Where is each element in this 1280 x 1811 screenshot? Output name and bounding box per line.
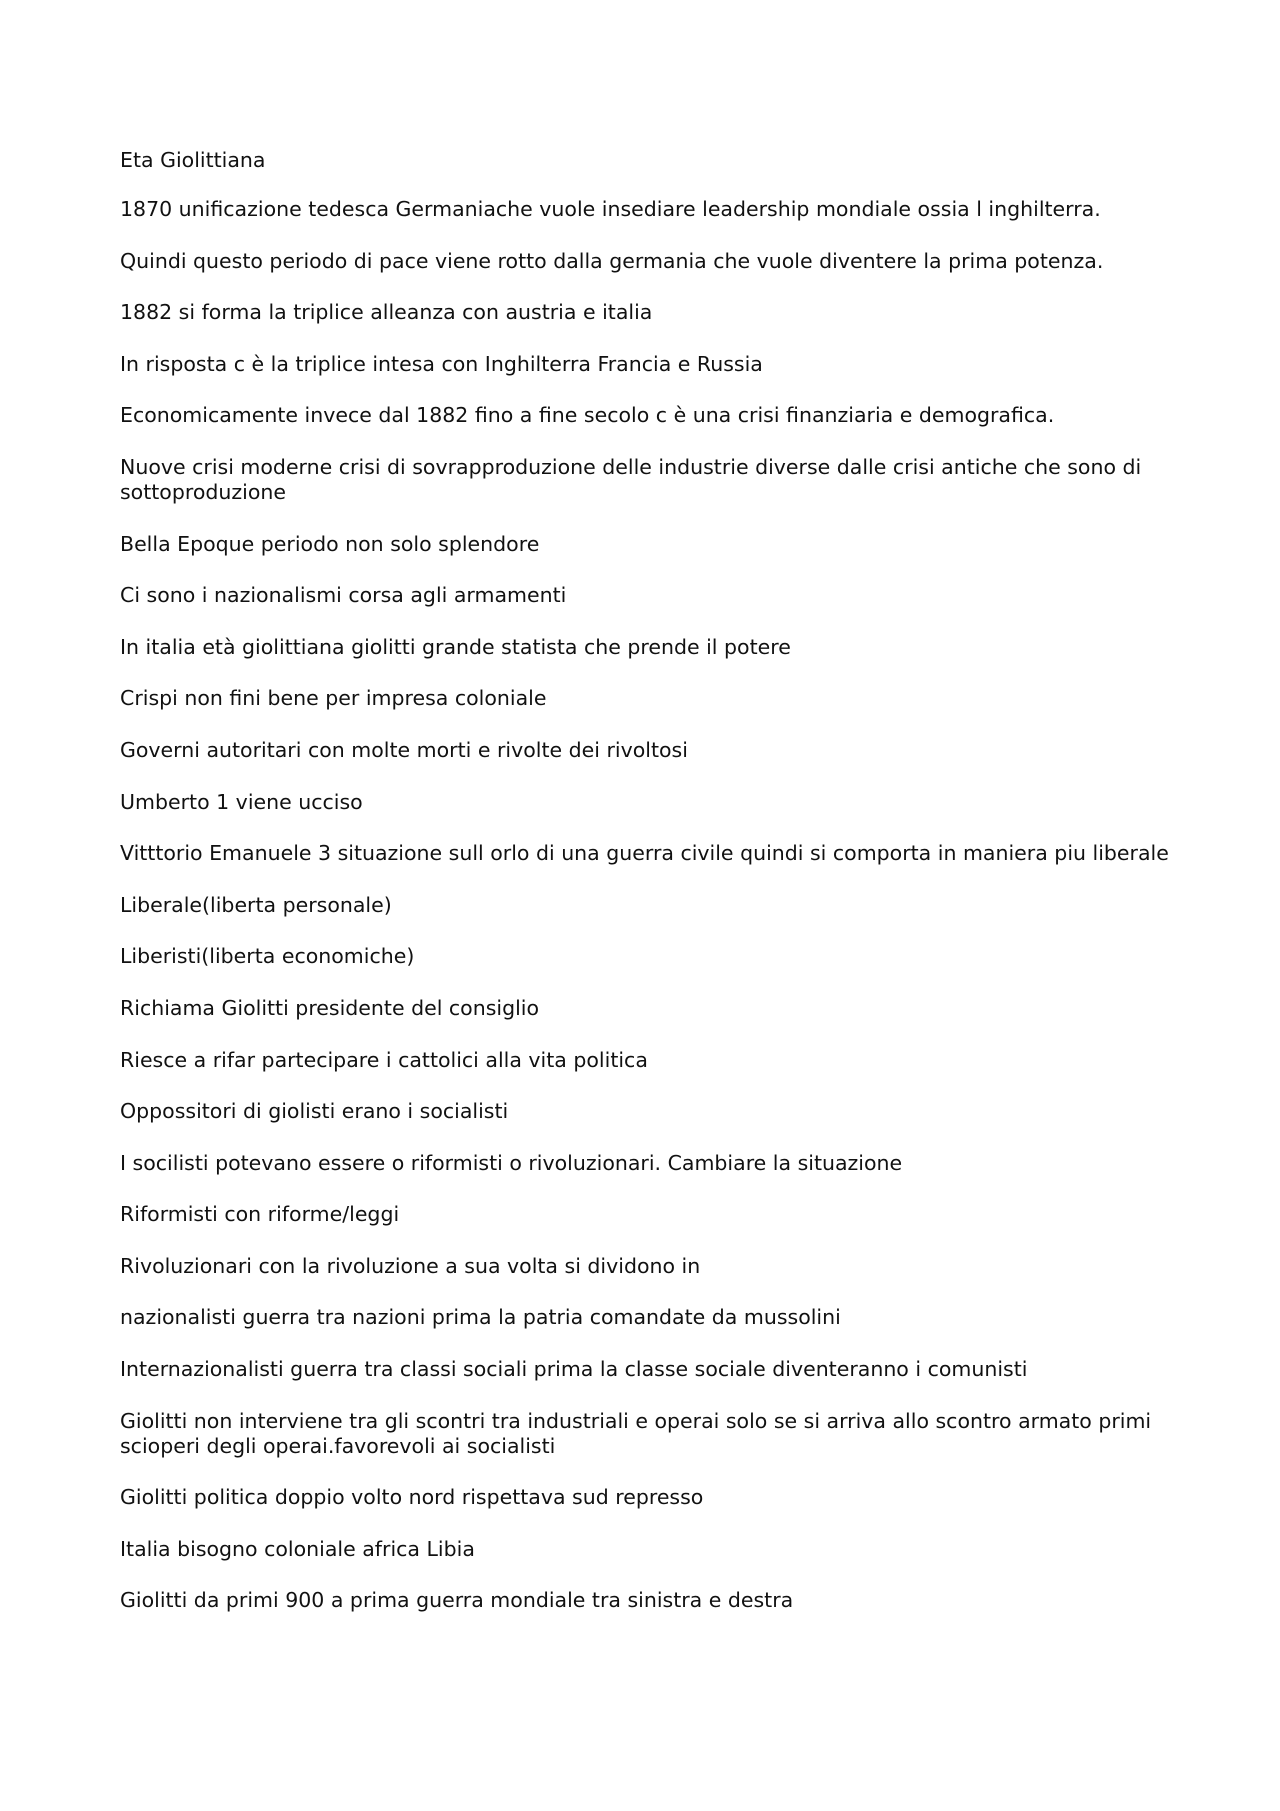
paragraph-7: Bella Epoque periodo non solo splendore	[120, 531, 540, 556]
paragraph-6: Nuove crisi moderne crisi di sovrapproduzione delle industrie diverse dalle crisi antiche che sono di sottoproduzione	[120, 454, 1142, 504]
paragraph-17: Riesce a rifar partecipare i cattolici alla vita politica	[120, 1047, 648, 1072]
paragraph-5: Economicamente invece dal 1882 fino a fine secolo c è una crisi finanziaria e demografica.	[120, 403, 1055, 428]
paragraph-27: Giolitti da primi 900 a prima guerra mondiale tra sinistra e destra	[120, 1588, 794, 1613]
paragraph-15: Liberisti(liberta economiche)	[120, 944, 415, 969]
paragraph-4: In risposta c è la triplice intesa con Inghilterra Francia e Russia	[120, 351, 763, 376]
paragraph-23: Internazionalisti guerra tra classi sociali prima la classe sociale diventeranno i comunisti	[120, 1357, 1028, 1382]
paragraph-25: Giolitti politica doppio volto nord rispettava sud represso	[120, 1485, 704, 1510]
paragraph-8: Ci sono i nazionalismi corsa agli armamenti	[120, 583, 567, 608]
paragraph-21: Rivoluzionari con la rivoluzione a sua volta si dividono in	[120, 1253, 701, 1278]
paragraph-22: nazionalisti guerra tra nazioni prima la patria comandate da mussolini	[120, 1305, 841, 1330]
paragraph-12: Umberto 1 viene ucciso	[120, 789, 363, 814]
paragraph-1: 1870 unificazione tedesca Germaniache vuole insediare leadership mondiale ossia l inghilterra.	[120, 197, 1101, 221]
paragraph-19: I socilisti potevano essere o riformisti o rivoluzionari. Cambiare la situazione	[120, 1150, 903, 1175]
paragraph-3: 1882 si forma la triplice alleanza con austria e italia	[120, 300, 653, 325]
paragraph-9: In italia età giolittiana giolitti grande statista che prende il potere	[120, 634, 791, 659]
paragraph-24: Giolitti non interviene tra gli scontri tra industriali e operai solo se si arriva allo scontro armato primi scioperi degli operai.favorevoli ai socialisti	[120, 1408, 1152, 1458]
paragraph-26: Italia bisogno coloniale africa Libia	[120, 1536, 475, 1561]
paragraph-14: Liberale(liberta personale)	[120, 892, 392, 917]
paragraph-11: Governi autoritari con molte morti e rivolte dei rivoltosi	[120, 737, 688, 762]
document-title: Eta Giolittiana	[120, 148, 266, 172]
paragraph-10: Crispi non fini bene per impresa coloniale	[120, 686, 547, 711]
paragraph-13: Vitttorio Emanuele 3 situazione sull orlo di una guerra civile quindi si comporta in maniera piu liberale	[120, 841, 1169, 866]
document-body	[120, 148, 1180, 1640]
paragraph-2: Quindi questo periodo di pace viene rotto dalla germania che vuole diventere la prima potenza.	[120, 248, 1104, 273]
paragraph-18: Oppossitori di giolisti erano i socialisti	[120, 1099, 509, 1124]
paragraph-16: Richiama Giolitti presidente del consiglio	[120, 995, 540, 1020]
paragraph-20: Riformisti con riforme/leggi	[120, 1202, 400, 1227]
